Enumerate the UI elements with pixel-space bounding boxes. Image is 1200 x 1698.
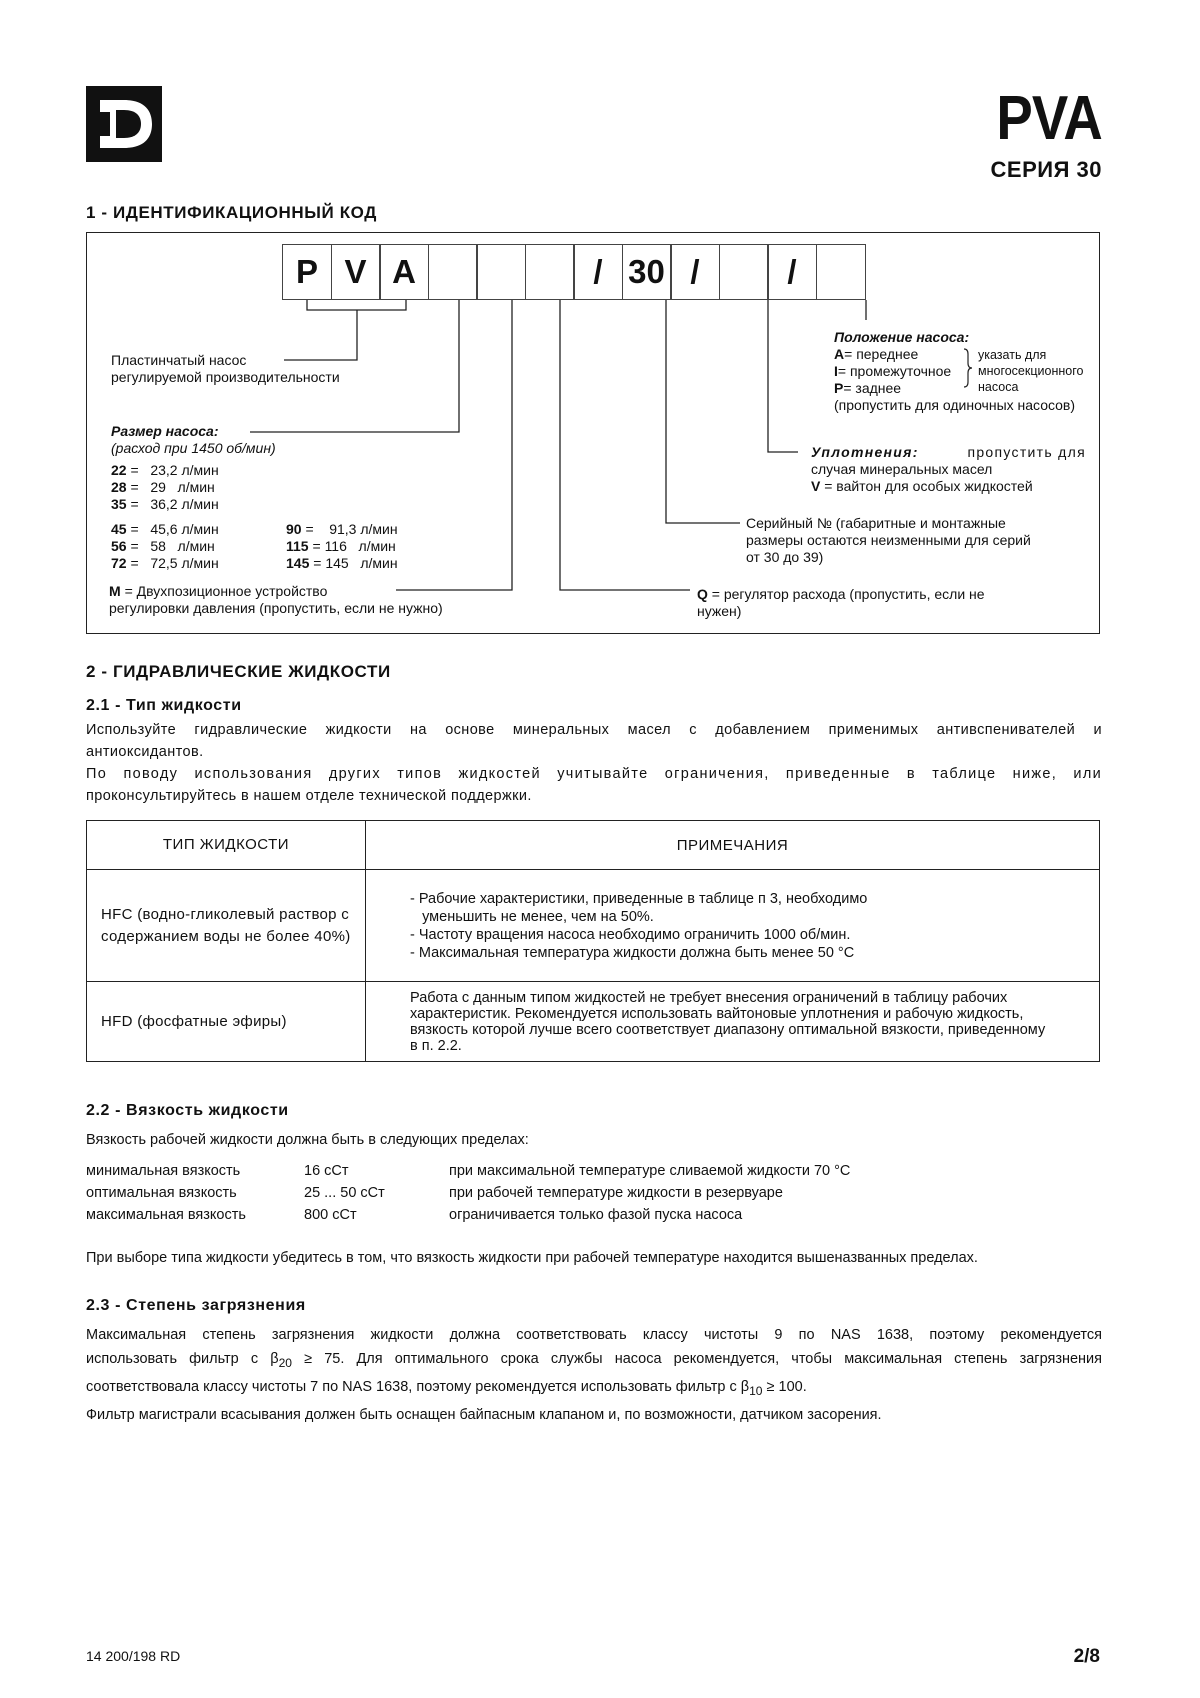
list-item: минимальная вязкость 16 сСт при максимальной температуре сливаемой жидкости 70 °C xyxy=(86,1163,851,1179)
m-option: M = Двухпозиционное устройство регулировки давления (пропустить, если не нужно) xyxy=(109,583,443,616)
code-cell: V xyxy=(331,244,381,300)
fluid-notes-hfc: - Рабочие характеристики, приведенные в таблице п 3, необходимо уменьшить не менее, чем на 50%. - Частоту вращения насоса необходимо ограничить 1000 об/мин. - Максимальная температура жидкости должна быть менее 50 °C xyxy=(366,870,1100,982)
code-cell: A xyxy=(379,244,429,300)
size-subtitle: (расход при 1450 об/мин) xyxy=(111,440,276,456)
pump-desc xyxy=(111,352,340,386)
doc-code: 14 200/198 RD xyxy=(86,1648,181,1664)
viscosity-list xyxy=(86,1160,850,1226)
size-title: Размер насоса: xyxy=(111,423,219,439)
fluid-type-hfc: HFC (водно-гликолевый раствор с содержанием воды не более 40%) xyxy=(87,870,366,982)
code-cell: 30 xyxy=(622,244,672,300)
code-cell: / xyxy=(573,244,623,300)
size-row: 28 = 29 л/мин xyxy=(111,479,215,495)
table-header: ТИП ЖИДКОСТИ xyxy=(87,821,366,870)
section21-title: 2.1 - Тип жидкости xyxy=(86,697,242,714)
list-item: максимальная вязкость 800 сСт ограничивается только фазой пуска насоса xyxy=(86,1207,743,1223)
pump-desc-line: регулируемой производительности xyxy=(111,369,340,385)
sizes-right xyxy=(286,521,398,572)
serial-block: Серийный № (габаритные и монтажные размеры остаются неизменными для серий от 30 до 39) xyxy=(746,515,1031,565)
fluid-table xyxy=(86,820,1100,1062)
code-cell: P xyxy=(282,244,332,300)
q-option: Q = регулятор расхода (пропустить, если не нужен) xyxy=(697,586,985,619)
size-row: 145 = 145 л/мин xyxy=(286,555,398,571)
series-label: СЕРИЯ 30 xyxy=(990,157,1102,182)
product-title: PVA xyxy=(996,84,1102,153)
size-row: 22 = 23,2 л/мин xyxy=(111,462,219,478)
section21-text: Используйте гидравлические жидкости на основе минеральных масел с добавлением применимых антивспенивателей и антиоксидантов. По поводу использования других типов жидкостей учитывайте ограничения, приведенные в таблице ниже, или проконсультируйтесь в нашем отделе технической поддержки. xyxy=(86,722,1102,804)
page-number: 2/8 xyxy=(1073,1646,1100,1667)
fluid-type-hfd: HFD (фосфатные эфиры) xyxy=(87,982,366,1062)
section1-title: 1 - ИДЕНТИФИКАЦИОННЫЙ КОД xyxy=(86,203,377,222)
code-cell: / xyxy=(767,244,817,300)
size-row: 90 = 91,3 л/мин xyxy=(286,521,398,537)
pump-desc-line: Пластинчатый насос xyxy=(111,352,247,368)
seals-block: Уплотнения: пропустить для случая минеральных масел V = вайтон для особых жидкостей xyxy=(811,444,1086,494)
size-row: 56 = 58 л/мин xyxy=(111,538,215,554)
size-row: 45 = 45,6 л/мин xyxy=(111,521,219,537)
table-row xyxy=(87,982,1100,1062)
section23-title: 2.3 - Степень загрязнения xyxy=(86,1297,306,1314)
fluid-notes-hfd: Работа с данным типом жидкостей не требует внесения ограничений в таблицу рабочих характеристик. Рекомендуется использовать вайтоновые уплотнения и рабочую жидкость, вязкость которой лучше всего соответствует диапазону оптимальной вязкости, приведенному в п. 2.2. xyxy=(366,982,1100,1062)
list-item: оптимальная вязкость 25 ... 50 сСт при рабочей температуре жидкости в резервуаре xyxy=(86,1185,783,1201)
position-multi-note: указать для многосекционного насоса xyxy=(978,348,1084,394)
table-header: ПРИМЕЧАНИЯ xyxy=(366,821,1100,870)
section22-intro: Вязкость рабочей жидкости должна быть в следующих пределах: xyxy=(86,1132,529,1148)
code-cell: / xyxy=(670,244,720,300)
section23-text: Максимальная степень загрязнения жидкости должна соответствовать классу чистоты 9 по NAS 1638, поэтому рекомендуется использовать фильтр с $\beta_{20} \ge 75$. Для оптимального срока службы насоса рекомендуется, чтобы максимальная степень загрязнения соответствовала классу чистоты 7 по NAS 1638, поэтому рекомендуется использовать фильтр с $\beta_{10} \ge 100$. Фильтр магистрали всасывания должен быть оснащен байпасным клапаном и, по возможности, датчиком засорения. xyxy=(86,1327,1102,1423)
position-block: Положение насоса: A= переднее I= промежуточное P= заднее (пропустить для одиночных насосов) xyxy=(834,329,1076,413)
section22-title: 2.2 - Вязкость жидкости xyxy=(86,1102,289,1119)
size-row: 72 = 72,5 л/мин xyxy=(111,555,219,571)
size-block xyxy=(111,423,276,457)
section22-note: При выборе типа жидкости убедитесь в том, что вязкость жидкости при рабочей температуре находится вышеназванных пределах. xyxy=(86,1250,978,1266)
section2-title: 2 - ГИДРАВЛИЧЕСКИЕ ЖИДКОСТИ xyxy=(86,662,391,681)
table-row xyxy=(87,870,1100,982)
sizes-left xyxy=(111,462,219,572)
size-row: 35 = 36,2 л/мин xyxy=(111,496,219,512)
size-row: 115 = 116 л/мин xyxy=(286,538,396,554)
